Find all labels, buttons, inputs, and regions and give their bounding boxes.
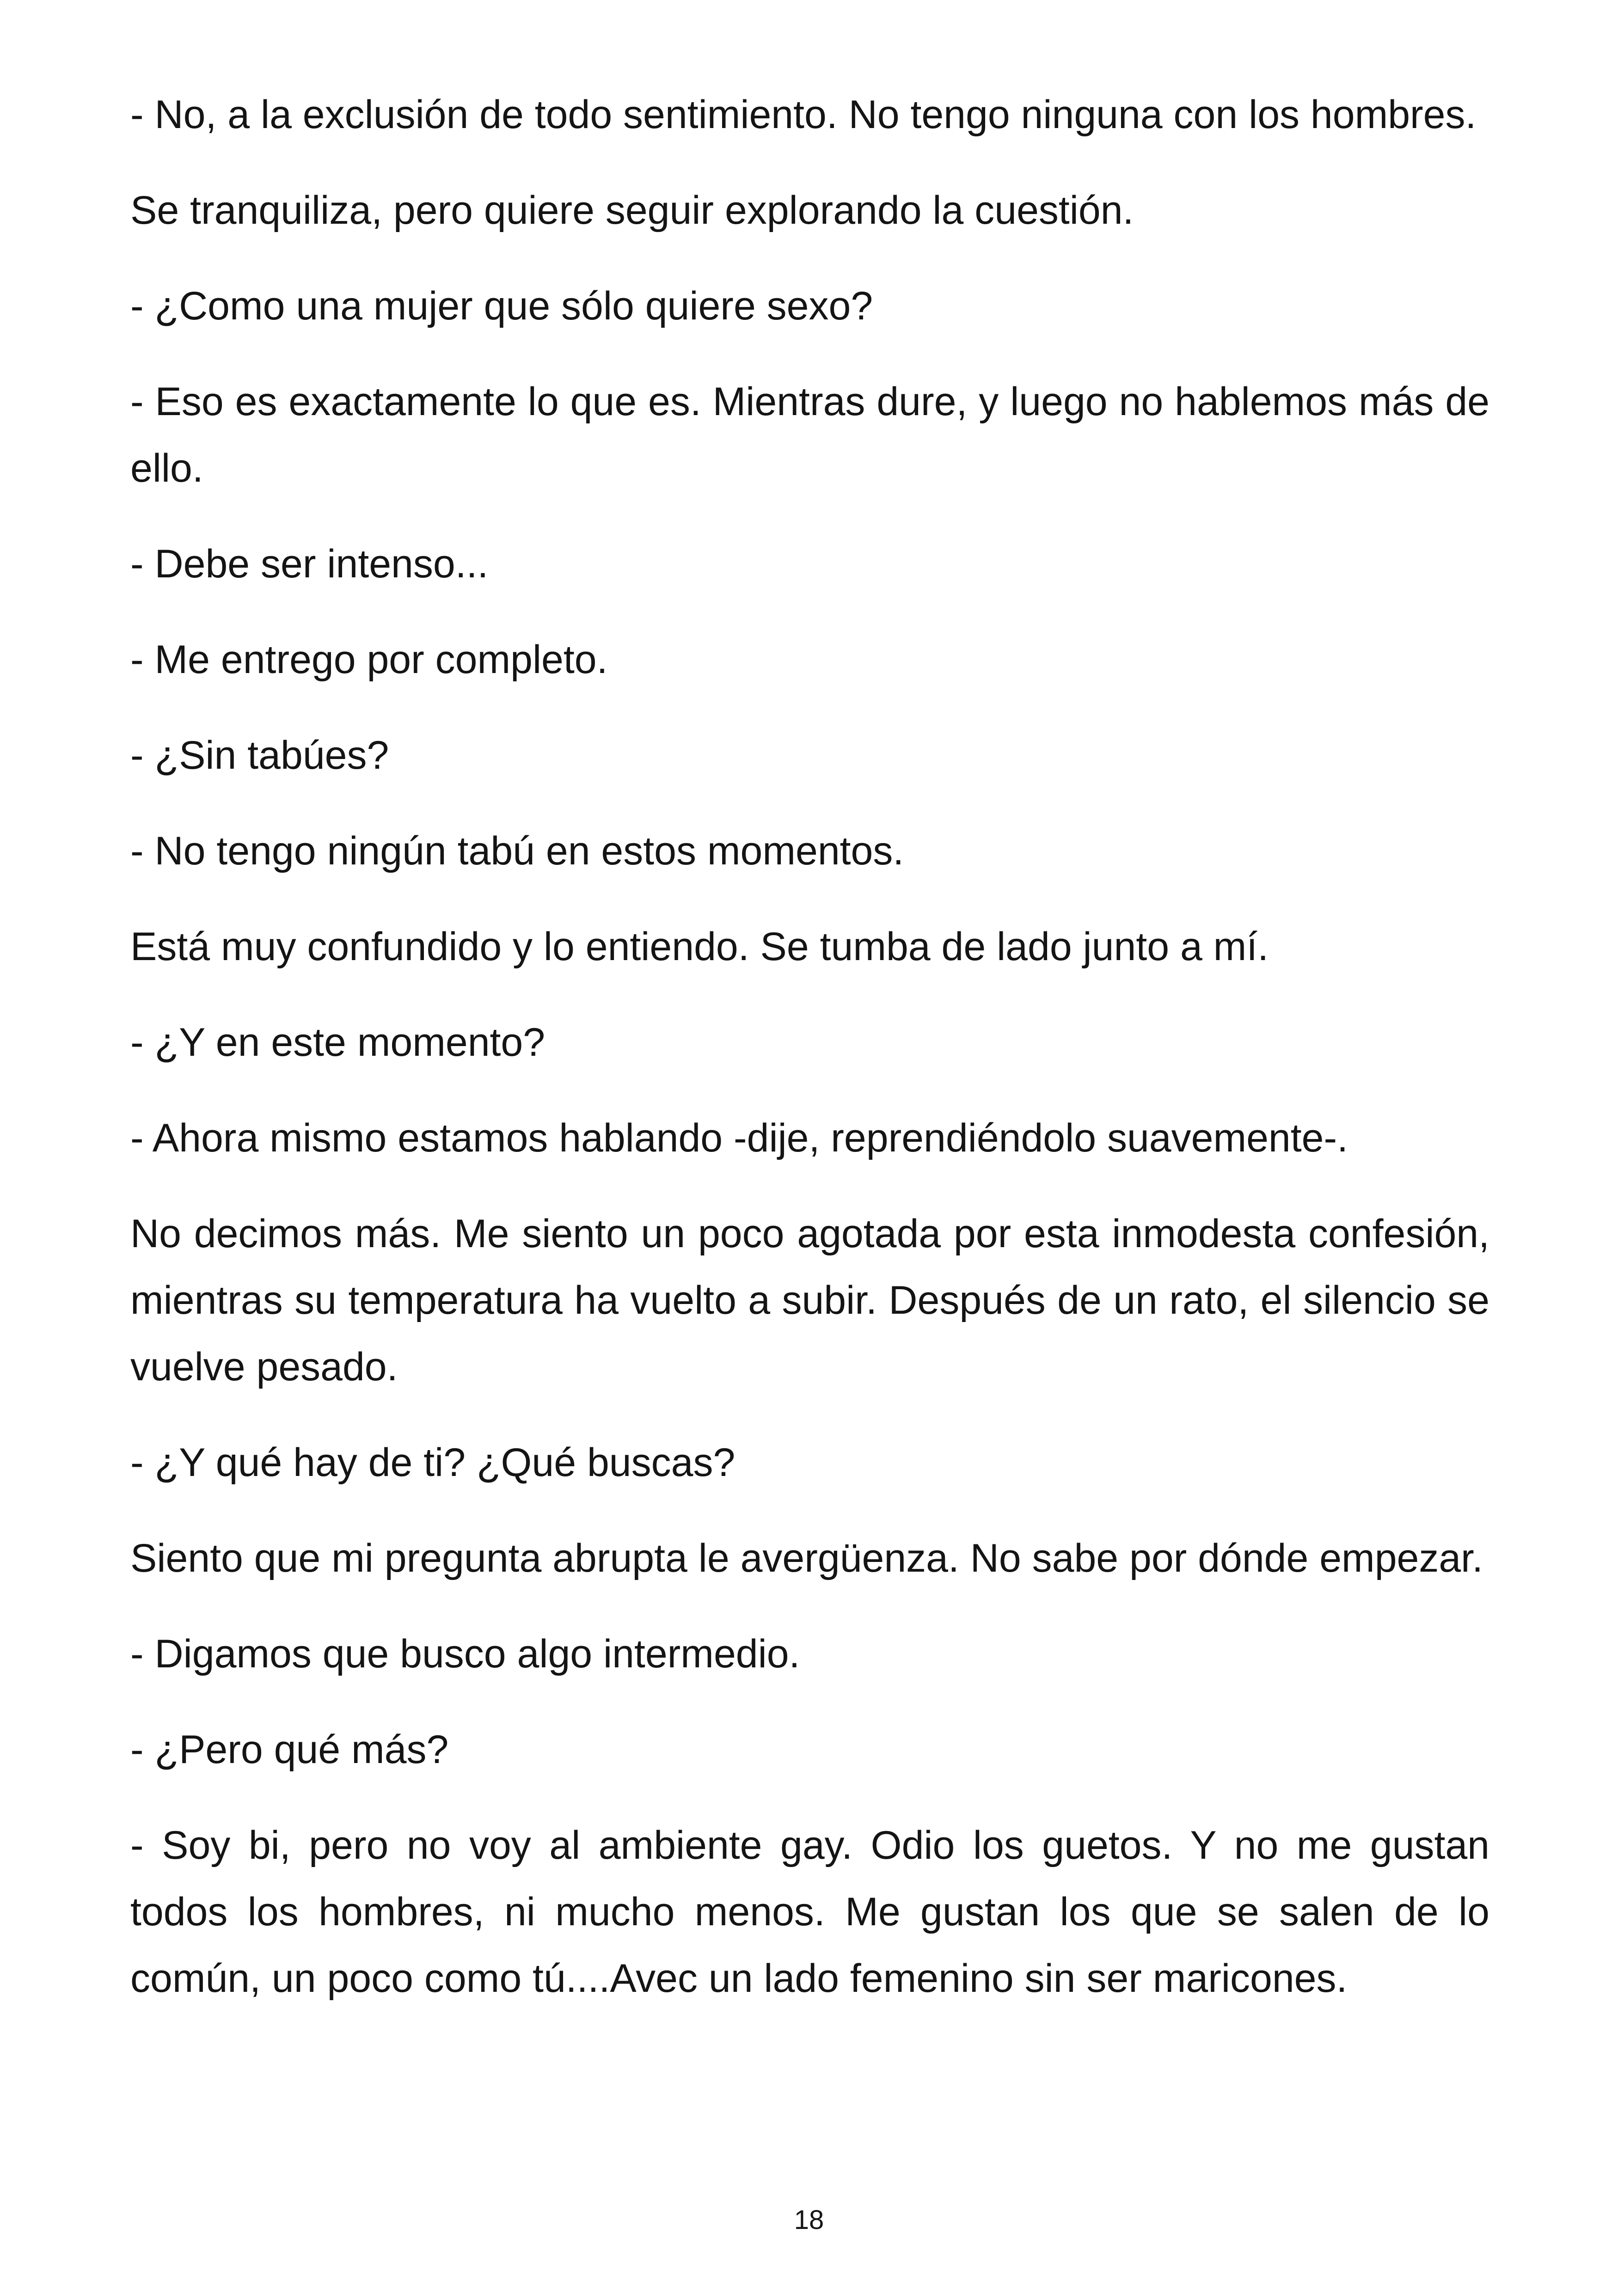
paragraph: - ¿Como una mujer que sólo quiere sexo? bbox=[130, 284, 873, 328]
paragraph: - Me entrego por completo. bbox=[130, 637, 608, 682]
paragraph: - ¿Pero qué más? bbox=[130, 1727, 449, 1772]
page-body-text bbox=[130, 81, 1489, 2041]
paragraph: - Digamos que busco algo intermedio. bbox=[130, 1632, 800, 1676]
paragraph: - No tengo ningún tabú en estos momentos. bbox=[130, 829, 904, 873]
paragraph: - ¿Sin tabúes? bbox=[130, 733, 389, 778]
paragraph: - ¿Y en este momento? bbox=[130, 1020, 545, 1065]
page-number: 18 bbox=[794, 2205, 824, 2235]
paragraph: No decimos más. Me siento un poco agotada por esta inmodesta confesión, mientras su temperatura ha vuelto a subir. Después de un rato, el silencio se vuelve pesado. bbox=[130, 1212, 1489, 1389]
paragraph: - Soy bi, pero no voy al ambiente gay. Odio los guetos. Y no me gustan todos los hombres, ni mucho menos. Me gustan los que se salen de lo común, un poco como tú....Avec un lado femenino sin ser maricones. bbox=[130, 1823, 1489, 2001]
paragraph: - ¿Y qué hay de ti? ¿Qué buscas? bbox=[130, 1440, 735, 1485]
paragraph: Siento que mi pregunta abrupta le avergüenza. No sabe por dónde empezar. bbox=[130, 1536, 1483, 1580]
paragraph: - Ahora mismo estamos hablando -dije, reprendiéndolo suavemente-. bbox=[130, 1116, 1348, 1160]
paragraph: - Debe ser intenso... bbox=[130, 542, 489, 586]
paragraph: Se tranquiliza, pero quiere seguir explorando la cuestión. bbox=[130, 188, 1134, 233]
paragraph: - No, a la exclusión de todo sentimiento. No tengo ninguna con los hombres. bbox=[130, 92, 1477, 137]
paragraph: Está muy confundido y lo entiendo. Se tumba de lado junto a mí. bbox=[130, 925, 1269, 969]
paragraph: - Eso es exactamente lo que es. Mientras dure, y luego no hablemos más de ello. bbox=[130, 380, 1489, 490]
